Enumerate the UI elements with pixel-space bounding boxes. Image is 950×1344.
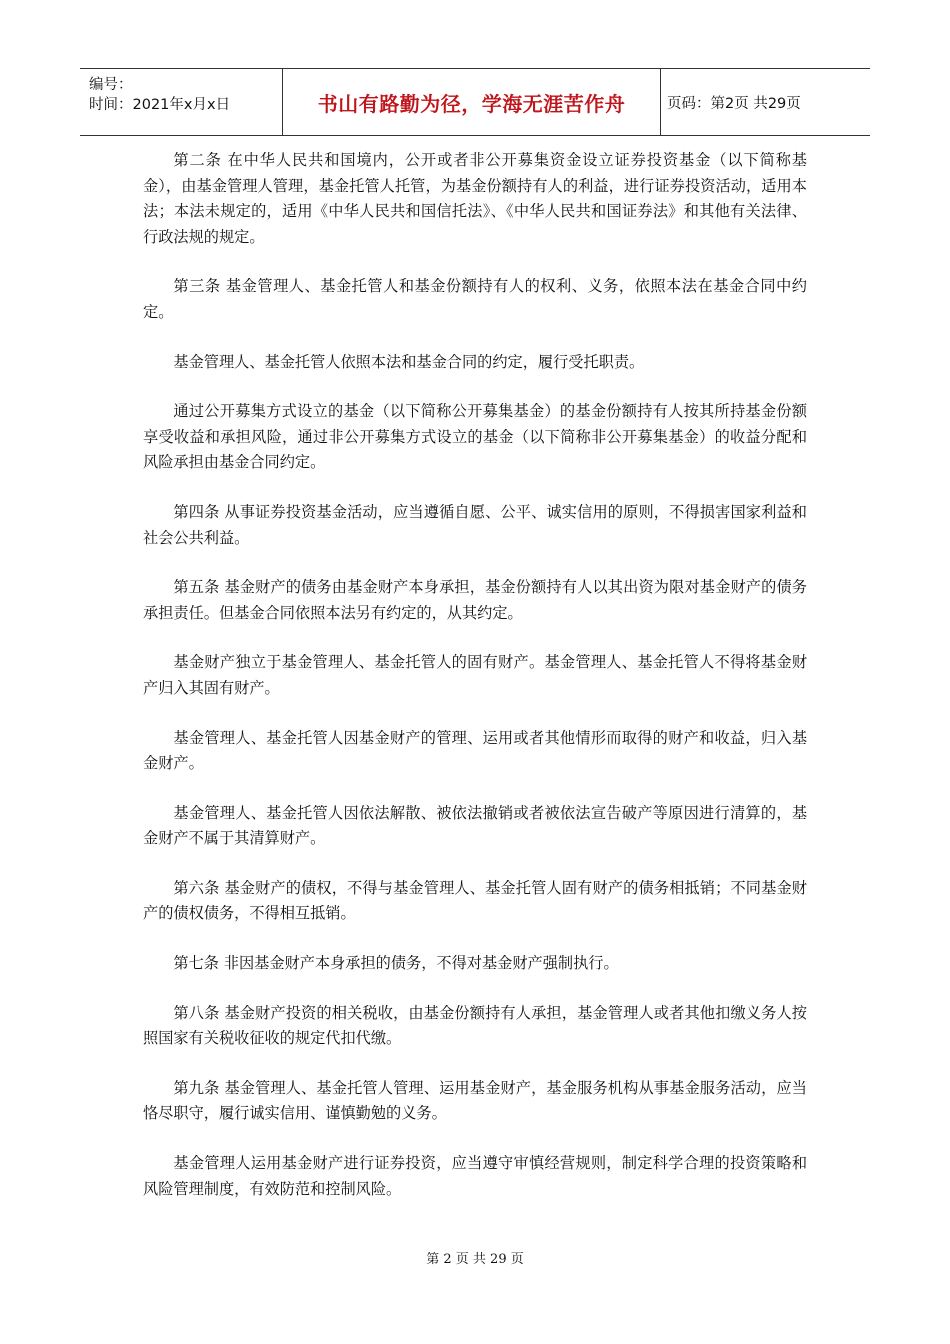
page-footer: 第 2 页 共 29 页 [426, 1252, 524, 1267]
paragraph: 基金管理人、基金托管人因依法解散、被依法撤销或者被依法宣告破产等原因进行清算的，基金财产不属于其清算财产。 [143, 803, 807, 848]
header-motto-cell [283, 69, 660, 135]
paragraph: 基金管理人、基金托管人依照本法和基金合同的约定，履行受托职责。 [173, 352, 645, 371]
paragraph: 第四条 从事证券投资基金活动，应当遵循自愿、公平、诚实信用的原则，不得损害国家利益和社会公共利益。 [143, 502, 807, 547]
paragraph: 第二条 在中华人民共和国境内，公开或者非公开募集资金设立证券投资基金（以下简称基金），由基金管理人管理，基金托管人托管，为基金份额持有人的利益，进行证券投资活动，适用本法；本法未规定的，适用《中华人民共和国信托法》、《中华人民共和国证券法》和其他有关法律、行政法规的规定。 [143, 151, 807, 246]
paragraph: 第三条 基金管理人、基金托管人和基金份额持有人的权利、义务，依照本法在基金合同中约定。 [143, 277, 807, 321]
paragraph: 第六条 基金财产的债权，不得与基金管理人、基金托管人固有财产的债务相抵销；不同基金财产的债权债务，不得相互抵销。 [143, 878, 807, 923]
paragraph: 基金管理人运用基金财产进行证券投资，应当遵守审慎经营规则，制定科学合理的投资策略和风险管理制度，有效防范和控制风险。 [143, 1154, 807, 1198]
paragraph: 第八条 基金财产投资的相关税收，由基金份额持有人承担，基金管理人或者其他扣缴义务人按照国家有关税收征收的规定代扣代缴。 [143, 1003, 807, 1048]
paragraph: 第七条 非因基金财产本身承担的债务，不得对基金财产强制执行。 [173, 954, 619, 973]
doc-number-label: 编号： [89, 77, 133, 93]
page-info: 页码：第2页 共29页 [667, 95, 801, 112]
document-body [143, 148, 807, 1226]
paragraph: 基金管理人、基金托管人因基金财产的管理、运用或者其他情形而取得的财产和收益，归入基金财产。 [143, 728, 807, 773]
paragraph: 通过公开募集方式设立的基金（以下简称公开募集基金）的基金份额持有人按其所持基金份额享受收益和承担风险，通过非公开募集方式设立的基金（以下简称非公开募集基金）的收益分配和风险承担由基金合同约定。 [143, 402, 807, 472]
paragraph: 第五条 基金财产的债务由基金财产本身承担，基金份额持有人以其出资为限对基金财产的债务承担责任。但基金合同依照本法另有约定的，从其约定。 [143, 578, 807, 622]
page-header [80, 68, 870, 136]
motto-text: 书山有路勤为径，学海无涯苦作舟 [317, 91, 626, 116]
header-meta [80, 69, 282, 135]
date-line: 时间：2021年x月x日 [89, 97, 231, 113]
paragraph: 基金财产独立于基金管理人、基金托管人的固有财产。基金管理人、基金托管人不得将基金财产归入其固有财产。 [143, 653, 807, 697]
paragraph: 第九条 基金管理人、基金托管人管理、运用基金财产，基金服务机构从事基金服务活动，应当恪尽职守，履行诚实信用、谨慎勤勉的义务。 [143, 1078, 807, 1123]
